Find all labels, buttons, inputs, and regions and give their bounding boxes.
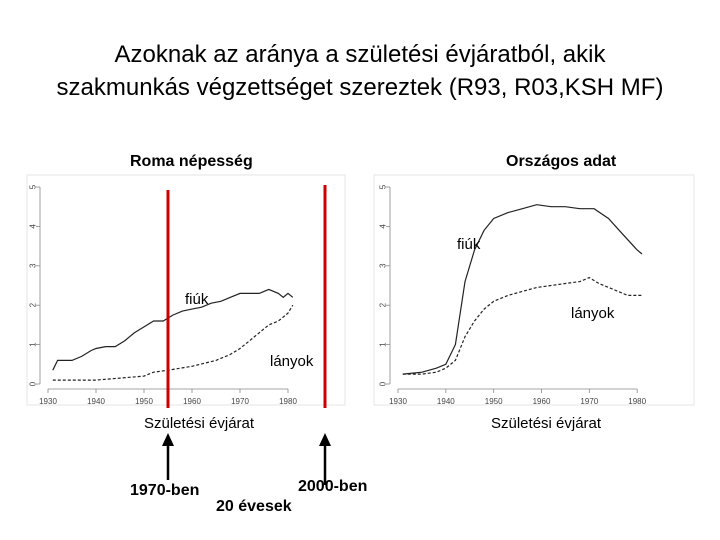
right-y-tick-label: 4 <box>378 224 388 229</box>
right-lines <box>403 205 642 374</box>
right-x-tick-label: 1940 <box>436 397 455 406</box>
right-y-tick-label: 5 <box>378 184 388 190</box>
left-y-tick-label: 1 <box>28 342 38 347</box>
right-plot-frame <box>374 175 694 405</box>
right-x-tick-label: 1980 <box>628 397 647 406</box>
left-lines <box>53 289 293 380</box>
left-x-tick-label: 1950 <box>135 397 153 406</box>
right-series-lanyok-line <box>403 278 642 375</box>
label-1970: 1970-ben <box>130 482 200 499</box>
arrow-1970-head <box>162 433 174 446</box>
right-x-tick-label: 1950 <box>484 397 503 406</box>
right-series-fiuk-line <box>403 205 642 374</box>
label-2000: 2000-ben <box>298 478 368 495</box>
right-x-axis-title: Születési évjárat <box>491 415 602 432</box>
left-x-tick-label: 1980 <box>279 397 297 406</box>
left-x-tick-label: 1970 <box>231 397 249 406</box>
left-axes <box>29 184 298 406</box>
right-label-lanyok: lányok <box>571 305 615 322</box>
left-series-lanyok-line <box>53 305 293 380</box>
right-label-fiuk: fiúk <box>457 236 481 253</box>
right-y-tick-label: 0 <box>378 381 388 387</box>
title-line-2: szakmunkás végzettséget szereztek (R93, R03,KSH MF) <box>56 74 664 101</box>
left-x-tick-label: 1940 <box>87 397 105 406</box>
title-line-1: Azoknak az aránya a születési évjáratból, akik <box>114 41 606 68</box>
right-x-tick-label: 1930 <box>389 397 407 406</box>
right-chart <box>374 175 694 406</box>
left-y-tick-label: 5 <box>28 184 38 190</box>
label-20-evesek: 20 évesek <box>216 498 292 515</box>
right-y-tick-label: 2 <box>378 302 388 308</box>
arrow-2000-head <box>319 433 331 446</box>
left-y-tick-label: 4 <box>28 224 38 229</box>
left-chart <box>27 175 345 406</box>
right-x-tick-label: 1960 <box>532 397 551 406</box>
left-series-fiuk-line <box>53 289 293 370</box>
right-x-tick-label: 1970 <box>580 397 599 406</box>
right-panel-title: Országos adat <box>506 153 617 170</box>
left-y-tick-label: 0 <box>28 381 38 387</box>
left-x-tick-label: 1960 <box>183 397 201 406</box>
left-x-axis-title: Születési évjárat <box>144 415 255 432</box>
left-y-tick-label: 2 <box>28 302 38 308</box>
arrow-1970 <box>162 433 174 480</box>
left-y-tick-label: 3 <box>28 263 38 269</box>
left-label-fiuk: fiúk <box>185 291 209 308</box>
left-panel-title: Roma népesség <box>130 153 253 170</box>
left-x-tick-label: 1930 <box>39 397 57 406</box>
right-y-tick-label: 3 <box>378 263 388 269</box>
left-plot-frame <box>27 175 345 405</box>
left-label-lanyok: lányok <box>270 353 314 370</box>
right-y-tick-label: 1 <box>378 342 388 347</box>
